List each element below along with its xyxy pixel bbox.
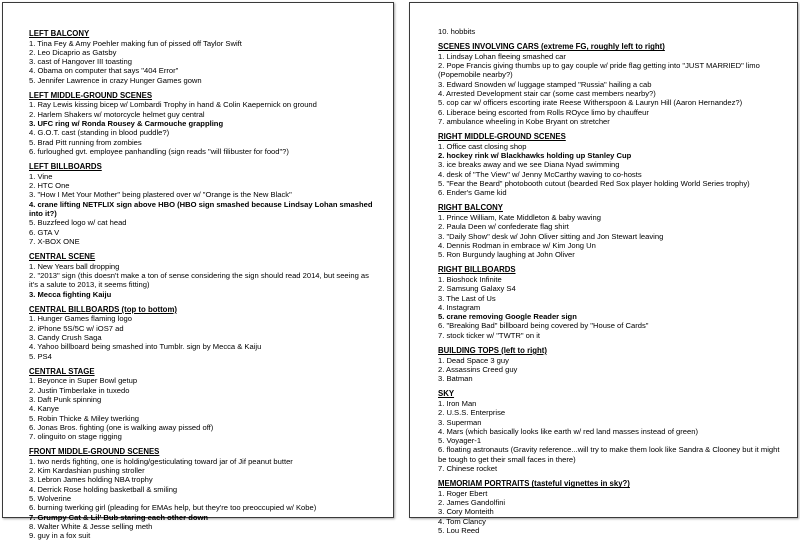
list-item: 5. Ron Burgundy laughing at John Oliver — [438, 250, 575, 260]
list-item: 1. Prince William, Kate Middleton & baby waving — [438, 212, 601, 222]
section-heading: SCENES INVOLVING CARS (extreme FG, roughly left to right) — [438, 42, 665, 52]
section-memoriam-portraits — [438, 479, 783, 535]
list-item: 6. Ender's Game kid — [438, 188, 507, 198]
section-right-billboards — [438, 265, 783, 340]
list-item: 5. cop car w/ officers escorting irate Reese Witherspoon & Lauryn Hill (Aaron Hernandez?) — [438, 98, 743, 108]
list-item: 2. hockey rink w/ Blackhawks holding up Stanley Cup — [438, 150, 632, 160]
list-item: 4. crane lifting NETFLIX sign above HBO (HBO sign smashed because Lindsay Lohan smashed into it?) — [29, 199, 373, 218]
list-item: 6. Liberace being escorted from Rolls ROyce limo by chauffeur — [438, 107, 649, 117]
list-item: 2. Harlem Shakers w/ motorcycle helmet guy central — [29, 109, 205, 119]
list-item: 5. crane removing Google Reader sign — [438, 312, 577, 322]
list-item: 2. U.S.S. Enterprise — [438, 408, 506, 418]
list-item: 1. Roger Ebert — [438, 488, 488, 498]
list-item: 3. "How I Met Your Mother" being plastered over w/ "Orange is the New Black" — [29, 190, 292, 200]
list-item: 1. Iron Man — [438, 398, 477, 408]
list-item: 7. olinguito on stage rigging — [29, 432, 122, 442]
list-item: 1. two nerds fighting, one is holding/gesticulating toward jar of Jif peanut butter — [29, 456, 293, 466]
list-item: 3. Edward Snowden w/ luggage stamped "Russia" hailing a cab — [438, 79, 652, 89]
section-heading: CENTRAL SCENE — [29, 252, 96, 262]
list-item: 4. Tom Clancy — [438, 516, 486, 526]
list-item: 7. ambulance wheeling in Kobe Bryant on stretcher — [438, 116, 610, 126]
section-heading: CENTRAL STAGE — [29, 366, 95, 376]
list-item: 3. The Last of Us — [438, 293, 496, 303]
list-item: 6. "Breaking Bad" billboard being covered by "House of Cards" — [438, 321, 649, 331]
section-right-middle-ground-scenes — [438, 132, 783, 197]
list-item: 6. furloughed gvt. employee panhandling (sign reads "will filibuster for food"?) — [29, 146, 289, 156]
list-item: 1. Office cast closing shop — [438, 141, 527, 151]
left-page-content — [29, 29, 379, 547]
list-item: 7. X-BOX ONE — [29, 236, 80, 246]
section-heading: MEMORIAM PORTRAITS (tasteful vignettes in sky?) — [438, 479, 630, 489]
list-item: 6. Jonas Bros. fighting (one is walking away pissed off) — [29, 422, 214, 432]
list-item: 1. New Years ball dropping — [29, 261, 120, 271]
list-item: 4. Yahoo billboard being smashed into Tumblr. sign by Mecca & Kaiju — [29, 342, 262, 352]
list-item: 7. Chinese rocket — [438, 463, 498, 473]
list-item: 3. Cory Monteith — [438, 507, 494, 517]
left-page — [2, 2, 394, 541]
list-item: 2. Paula Deen w/ confederate flag shirt — [438, 222, 569, 232]
list-item: 5. Robin Thicke & Miley twerking — [29, 413, 140, 423]
list-item: 3. Lebron James holding NBA trophy — [29, 475, 153, 485]
list-item: 5. PS4 — [29, 351, 52, 361]
list-item: 4. Arrested Development stair car (some cast members nearby?) — [438, 88, 656, 98]
section-sky — [438, 389, 783, 473]
list-item: 1. Bioshock Infinite — [438, 274, 502, 284]
right-sections — [438, 42, 783, 535]
list-item: 2. iPhone 5S/5C w/ iOS7 ad — [29, 323, 124, 333]
list-item: 5. Voyager-1 — [438, 436, 482, 446]
list-item: 1. Dead Space 3 guy — [438, 355, 509, 365]
list-item: 5. Buzzfeed logo w/ cat head — [29, 218, 127, 228]
section-heading: RIGHT MIDDLE-GROUND SCENES — [438, 132, 566, 142]
section-heading: LEFT BILLBOARDS — [29, 162, 102, 172]
list-item: 1. Tina Fey & Amy Poehler making fun of pissed off Taylor Swift — [29, 38, 242, 48]
list-item: 5. "Fear the Beard" photobooth cutout (bearded Red Sox player holding World Series trophy) — [438, 178, 750, 188]
list-item: 3. ice breaks away and we see Diana Nyad swimming — [438, 160, 620, 170]
list-item: 2. HTC One — [29, 181, 70, 191]
list-item: 3. Batman — [438, 374, 473, 384]
list-item: 4. G.O.T. cast (standing in blood puddle?) — [29, 128, 170, 138]
list-item: 4. Obama on computer that says "404 Error" — [29, 66, 179, 76]
right-page — [409, 2, 798, 535]
section-left-billboards — [29, 162, 379, 246]
list-item: 4. Dennis Rodman in embrace w/ Kim Jong Un — [438, 240, 596, 250]
list-item: 1. Vine — [29, 171, 53, 181]
section-heading: BUILDING TOPS (left to right) — [438, 346, 548, 356]
list-item: 6. floating astronauts (Gravity reference...will try to make them look like Sandra & Clooney but it might be tough to get their small faces in there) — [438, 445, 780, 464]
section-left-middle-ground-scenes — [29, 91, 379, 156]
list-item: 2. Assassins Creed guy — [438, 364, 518, 374]
list-item: 5. Jennifer Lawrence in crazy Hunger Games gown — [29, 75, 202, 85]
section-heading: RIGHT BILLBOARDS — [438, 265, 516, 275]
list-item: 3. "Daily Show" desk w/ John Oliver sitting and Jon Stewart leaving — [438, 231, 664, 241]
list-item: 8. Walter White & Jesse selling meth — [29, 521, 153, 531]
list-item: 7. stock ticker w/ "TWTR" on it — [438, 330, 541, 340]
list-item: 3. UFC ring w/ Ronda Rousey & Carmouche grappling — [29, 119, 224, 129]
list-item: 4. Instagram — [438, 302, 481, 312]
list-item: 4. Kanye — [29, 404, 59, 414]
list-item: 2. James Gandolfini — [438, 498, 506, 508]
list-item: 2. "2013" sign (this doesn't make a ton of sense considering the sign should read 2014, but seeing as it's a salute to 2013, it seems fitting) — [29, 270, 369, 290]
list-item: 1. Beyonce in Super Bowl getup — [29, 376, 138, 386]
list-item: 6. burning twerking girl (pleading for EMAs help, but they're too preoccupied w/ Kobe) — [29, 503, 317, 513]
section-heading: FRONT MIDDLE-GROUND SCENES — [29, 447, 160, 457]
list-item: 3. Superman — [438, 417, 482, 427]
section-heading: RIGHT BALCONY — [438, 203, 503, 213]
list-item: 2. Leo Dicaprio as Gatsby — [29, 47, 117, 57]
list-item: 9. guy in a fox suit — [29, 531, 91, 541]
section-scenes-involving-cars — [438, 42, 783, 126]
list-item: 2. Justin Timberlake in tuxedo — [29, 385, 130, 395]
section-right-balcony — [438, 203, 783, 259]
list-item: 7. Grumpy Cat & Lil' Bub staring each other down — [29, 512, 209, 522]
list-item: 1. Ray Lewis kissing bicep w/ Lombardi Trophy in hand & Colin Kaepernick on ground — [29, 100, 317, 110]
list-item: 3. Daft Punk spinning — [29, 394, 102, 404]
section-central-scene — [29, 252, 379, 299]
section-building-tops — [438, 346, 783, 383]
list-item: 3. cast of Hangover III toasting — [29, 57, 132, 67]
list-item: 1. Hunger Games flaming logo — [29, 314, 132, 324]
list-item: 5. Wolverine — [29, 494, 72, 504]
list-item: 2. Kim Kardashian pushing stroller — [29, 466, 145, 476]
section-heading: LEFT BALCONY — [29, 29, 90, 38]
list-item: 3. Mecca fighting Kaiju — [29, 289, 112, 299]
section-central-billboards — [29, 305, 379, 361]
continued-item: 10. hobbits — [438, 27, 476, 36]
list-item: 5. Lou Reed — [438, 525, 480, 535]
section-left-balcony — [29, 29, 379, 85]
section-heading: SKY — [438, 389, 455, 399]
list-item: 4. desk of "The View" w/ Jenny McCarthy waving to co-hosts — [438, 169, 642, 179]
list-item: 6. GTA V — [29, 227, 60, 237]
right-page-content — [438, 27, 783, 541]
list-item: 4. Derrick Rose holding basketball & smiling — [29, 484, 178, 494]
list-item: 5. Brad Pitt running from zombies — [29, 137, 142, 147]
section-central-stage — [29, 367, 379, 442]
section-heading: LEFT MIDDLE-GROUND SCENES — [29, 90, 153, 100]
section-front-middle-ground-scenes — [29, 447, 379, 540]
list-item: 1. Lindsay Lohan fleeing smashed car — [438, 51, 566, 61]
list-item: 2. Pope Francis giving thumbs up to gay couple w/ pride flag getting into "JUST MARRIED" limo (Popemobile nearby?) — [438, 61, 760, 80]
list-item: 3. Candy Crush Saga — [29, 332, 102, 342]
section-heading: CENTRAL BILLBOARDS (top to bottom) — [29, 304, 177, 314]
list-item: 4. Mars (which basically looks like earth w/ red land masses instead of green) — [438, 426, 698, 436]
list-item: 2. Samsung Galaxy S4 — [438, 284, 516, 294]
